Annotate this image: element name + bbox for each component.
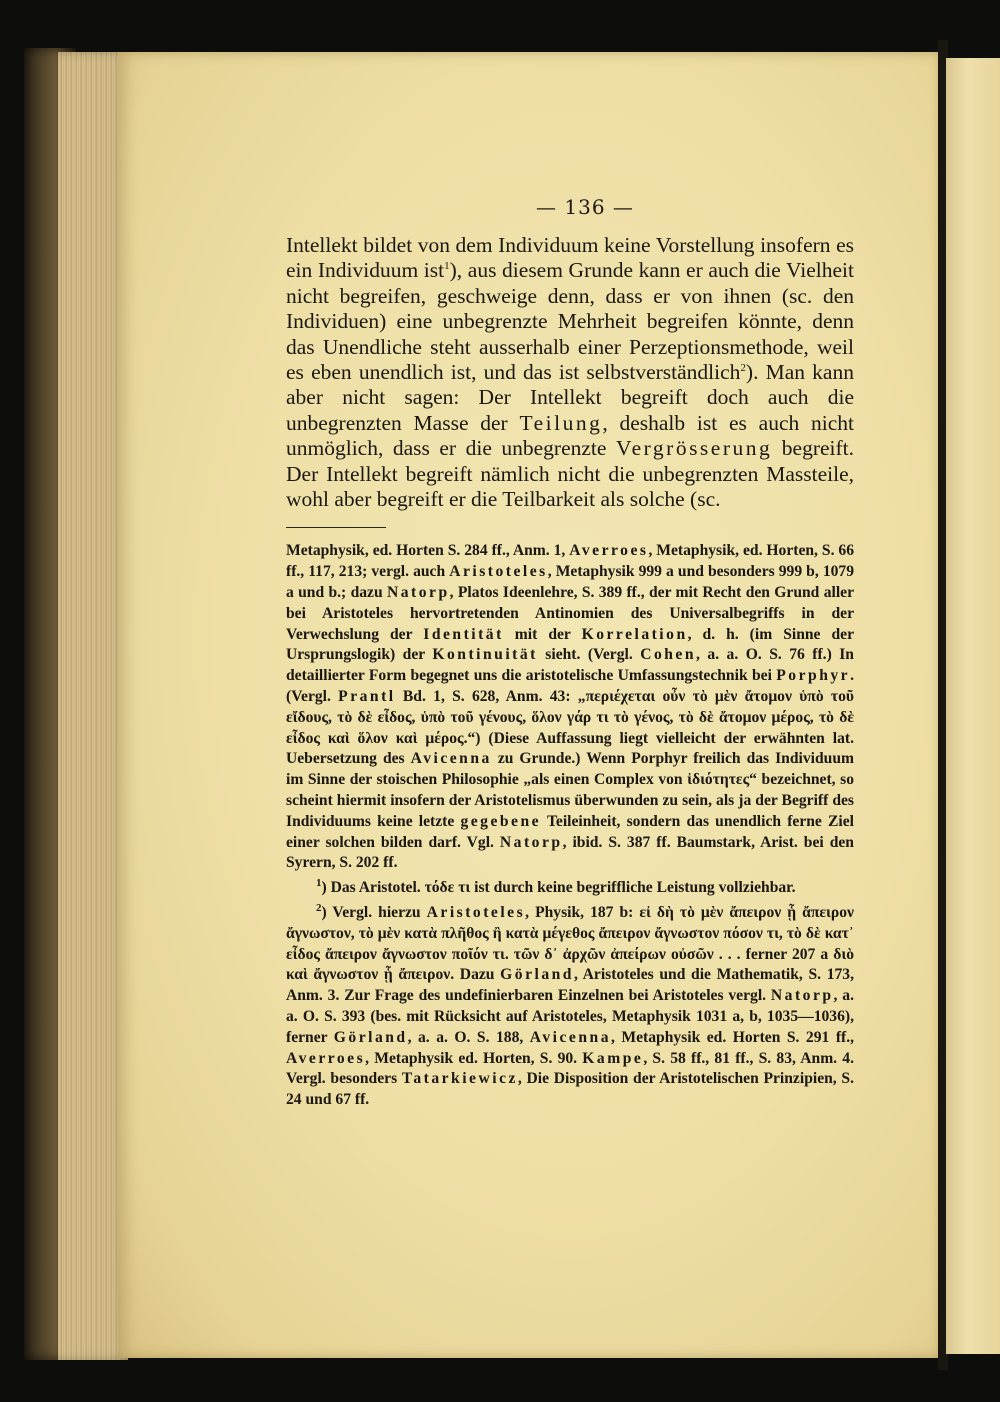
- author-name: Aristoteles: [426, 904, 526, 922]
- author-name: Görland: [333, 1028, 408, 1046]
- text-run: ), aus diesem Grunde kann er auch die Vielheit nicht begreifen, geschweige denn, dass er von ihnen (sc. den Individuen) eine unbegrenzte Mehrheit begreifen könnte, denn das Unendliche steht ausserhalb einer Perzeptionsmethode, weil es eben unendlich ist, und das ist selbstverständlich: [286, 258, 854, 385]
- text-run: , Physik, 187 b: εἰ δὴ τὸ μὲν ἄπειρον ᾗ ἄπειρον ἄγνωστον, τὸ μὲν κατὰ πλῆθος ἢ κατὰ μέγεθος ἄπειρον ἄγνωστον πόσον τι, τὸ δὲ κατ᾽ εἶδος ἄπειρον ἄγνωστον ποῖόν τι. τῶν δ᾽ ἀρχῶν ἀπείρων οὐσῶν . . . ferner 207 a διὸ καὶ ἄγνωστον ᾗ ἄπειρον. Dazu: [286, 904, 854, 984]
- text-run: , S. 58 ff., 81 ff., S. 83, Anm. 4. Vergl. besonders: [286, 1049, 854, 1088]
- text-run: ). Man kann aber nicht sagen: Der Intellekt begreift doch auch die unbegrenzten Masse der: [286, 360, 854, 435]
- author-name: Natorp: [386, 584, 450, 602]
- author-name: Natorp: [499, 833, 563, 851]
- text-run: , Metaphysik 999 a und besonders 999 b, 1079 a und b.; dazu: [286, 563, 855, 602]
- author-name: Avicenna: [529, 1028, 611, 1046]
- footnotes: [286, 541, 854, 1111]
- text-run: , Die Disposition der Aristotelischen Prinzipien, S. 24 und 67 ff.: [286, 1070, 854, 1109]
- author-name: Görland: [500, 966, 574, 984]
- emphasis-text: Teilung: [519, 410, 603, 435]
- author-name: Natorp: [770, 987, 834, 1005]
- footnote-rule: [286, 527, 386, 528]
- text-run: , a. a. O. S. 188,: [407, 1028, 530, 1046]
- author-name: Avicenna: [410, 750, 492, 768]
- text-run: , Aristoteles und die Mathematik, S. 173, Anm. 3. Zur Frage des undefinierbaren Einzelnen bei Aristoteles vergl.: [286, 966, 854, 1005]
- body-paragraph: [286, 233, 854, 512]
- emphasis-text: Kontinuität: [432, 646, 538, 664]
- footnote-marker: 1: [316, 877, 322, 890]
- text-run: , Metaphysik ed. Horten, S. 90.: [365, 1049, 583, 1067]
- page-text-block: [286, 195, 854, 1111]
- footnote-ref: 1: [444, 260, 450, 273]
- footnote-1: [286, 878, 854, 899]
- text-run: , Metaphysik, ed. Horten, S. 66 ff., 117, 213; vergl. auch: [286, 542, 855, 581]
- emphasis-text: Korrelation: [581, 625, 688, 643]
- page-number: — 136 —: [536, 195, 634, 219]
- footnote-continued: [286, 541, 854, 874]
- text-run: Metaphysik, ed. Horten S. 284 ff., Anm. 1,: [286, 542, 570, 560]
- text-run: , d. h. (im Sinne der Ursprungslogik) der: [286, 625, 854, 664]
- footnote-marker: 2: [316, 901, 322, 914]
- text-run: , deshalb ist es auch nicht unmöglich, dass er die unbegrenzte: [286, 410, 854, 461]
- emphasis-text: Identität: [423, 625, 504, 643]
- text-run: zu Grunde.) Wenn Porphyr freilich das Individuum im Sinne der stoischen Philosophie „als einen Complex von ἰδιότητες“ bezeichnet, so scheint hiermit insofern der Aristotelismus überwunden zu sein, als ja der Begriff des Individuums keine letzte: [286, 750, 854, 830]
- author-name: Cohen: [640, 646, 697, 664]
- text-run: , ibid. S. 387 ff. Baumstark, Arist. bei den Syrern, S. 202 ff.: [286, 833, 854, 872]
- author-name: Averroes: [286, 1049, 366, 1067]
- author-name: Aristoteles: [449, 563, 548, 581]
- emphasis-text: gegebene: [460, 812, 542, 830]
- text-run: Bd. 1, S. 628, Anm. 43: „περιέχεται οὖν τὸ μὲν ἄτομον ὑπὸ τοῦ εἴδους, τὸ δὲ εἶδος, ὑπὸ τοῦ γένους, ὅλον γάρ τι τὸ γένος, τὸ δὲ ἄτομον μέρος, τὸ δὲ εἶδος καὶ ὅλον καὶ μέρος.“) (Diese Auffassung liegt vielleicht der erwähnten lat. Uebersetzung des: [286, 688, 854, 768]
- footnote-ref: 2: [740, 361, 746, 374]
- text-run: , Platos Ideenlehre, S. 389 ff., der mit Recht den Grund aller bei Aristoteles hervortretenden Antinomien des Universalbegriffs in der Verwechslung der: [286, 584, 854, 643]
- text-run: ) Vergl. hierzu: [321, 904, 427, 922]
- footnote-2: [286, 903, 854, 1111]
- text-run: , a. a. O. S. 393 (bes. mit Rücksicht auf Aristoteles, Metaphysik 1031 a, b, 1035—1036), ferner: [286, 987, 854, 1046]
- emphasis-text: Vergrösserung: [615, 436, 773, 461]
- text-run: mit der: [503, 625, 582, 643]
- facing-page-edge: [946, 58, 1000, 1354]
- text-run: , Metaphysik ed. Horten S. 291 ff.,: [611, 1028, 855, 1046]
- author-name: Porphyr: [776, 667, 851, 685]
- text-run: , a. a. O. S. 76 ff.) In detaillierter Form begegnet uns die aristotelische Umfassungstechnik bei: [286, 646, 854, 685]
- text-run: Intellekt bildet von dem Individuum keine Vorstellung insofern es ein Individuum ist: [286, 233, 854, 283]
- text-run: begreift. Der Intellekt begreift nämlich nicht die unbegrenzten Massteile, wohl aber begreift er die Teilbarkeit als solche (sc.: [286, 436, 855, 512]
- text-run: Teileinheit, sondern das unendlich ferne Ziel einer solchen bilden darf. Vgl.: [286, 812, 854, 851]
- author-name: Tatarkiewicz: [401, 1070, 518, 1088]
- text-run: sieht. (Vergl.: [537, 646, 641, 664]
- author-name: Prantl: [338, 688, 396, 706]
- text-run: . (Vergl.: [286, 667, 854, 706]
- author-name: Kampe: [582, 1049, 644, 1067]
- author-name: Averroes: [569, 542, 649, 560]
- body-text: [286, 233, 854, 512]
- text-run: ) Das Aristotel. τόδε τι ist durch keine begriffliche Leistung vollziehbar.: [321, 879, 796, 897]
